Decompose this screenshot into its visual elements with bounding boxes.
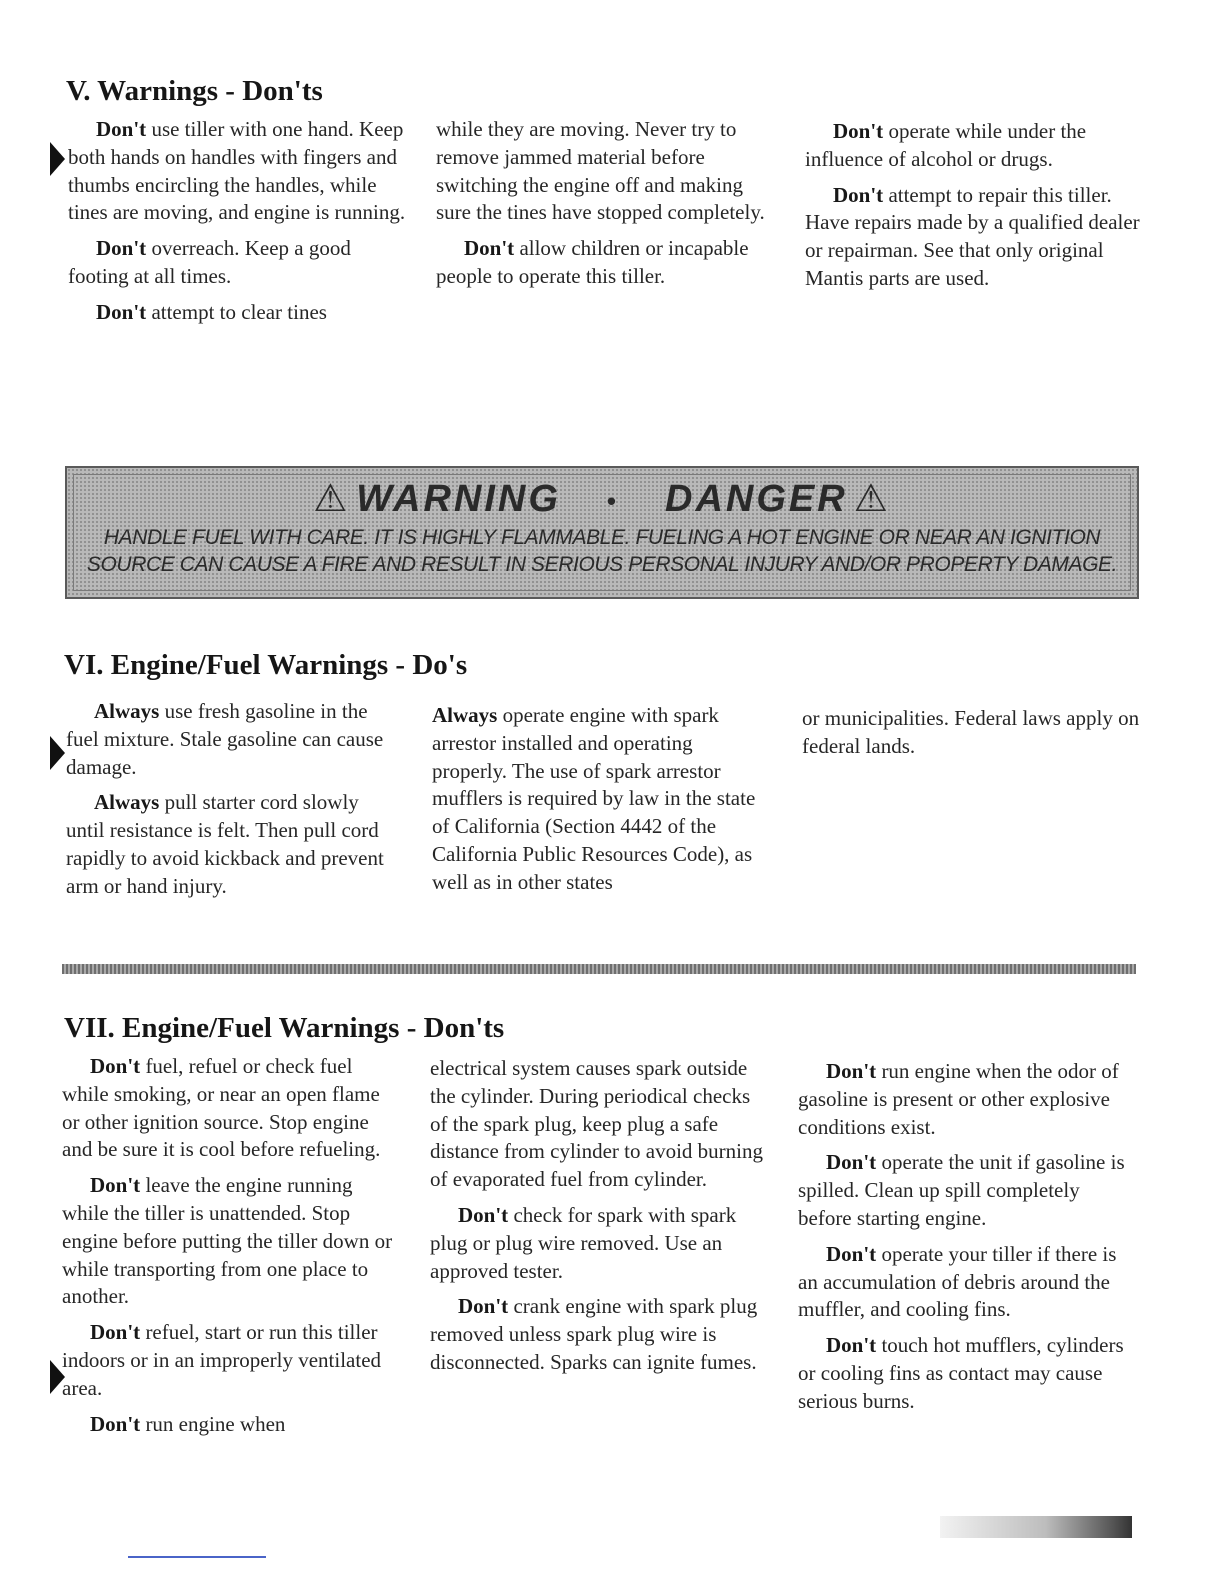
paragraph: Always use fresh gasoline in the fuel mixture. Stale gasoline can cause damage.: [66, 699, 384, 779]
section-vi-column-3: [802, 705, 1142, 769]
section-vii-column-3: [798, 1058, 1138, 1424]
paragraph: Don't use tiller with one hand. Keep both hands on handles with fingers and thumbs encircling the handles, while tines are moving, and engine is running.: [68, 117, 406, 225]
paragraph: Don't run engine when the odor of gasoline is present or other explosive conditions exist.: [798, 1059, 1119, 1139]
paragraph: Don't overreach. Keep a good footing at all times.: [68, 236, 351, 288]
section-vi-column-2: [432, 702, 772, 905]
paragraph: Always operate engine with spark arrestor installed and operating properly. The use of spark arrestor mufflers is required by law in the state of California (Section 4442 of the California Public Resources Code), as well as in other states: [432, 703, 756, 894]
warning-triangle-icon: ⚠: [313, 478, 351, 520]
banner-border: [73, 474, 1131, 591]
paragraph: electrical system causes spark outside the cylinder. During periodical checks of the spark plug, keep plug a safe distance from cylinder to avoid burning of evaporated fuel from cylinder.: [430, 1056, 763, 1192]
punch-hole-mark: [50, 142, 65, 176]
banner-message-line-2: SOURCE CAN CAUSE A FIRE AND RESULT IN SERIOUS PERSONAL INJURY AND/OR PROPERTY DAMAGE.: [86, 552, 1118, 576]
banner-warning-label: WARNING: [356, 478, 561, 520]
paragraph: Don't touch hot mufflers, cylinders or cooling fins as contact may cause serious burns.: [798, 1333, 1124, 1413]
banner-separator: •: [606, 485, 620, 516]
punch-hole-mark: [50, 736, 65, 770]
section-v-column-3: [805, 118, 1145, 301]
section-v-column-2: [436, 116, 776, 299]
section-v-column-1: [68, 116, 408, 335]
section-vi-title: VI. Engine/Fuel Warnings - Do's: [64, 649, 468, 681]
paragraph: Don't refuel, start or run this tiller indoors or in an improperly ventilated area.: [62, 1320, 382, 1400]
paragraph: Don't operate while under the influence of alcohol or drugs.: [805, 119, 1087, 171]
footer-line: [128, 1556, 266, 1558]
paragraph: Don't crank engine with spark plug removed unless spark plug wire is disconnected. Sparks can ignite fumes.: [430, 1294, 758, 1374]
paragraph: Always pull starter cord slowly until resistance is felt. Then pull cord rapidly to avoid kickback and prevent arm or hand injury.: [66, 790, 384, 898]
section-divider: [62, 964, 1136, 974]
paragraph: Don't run engine when: [90, 1411, 286, 1436]
paragraph: Don't check for spark with spark plug or plug wire removed. Use an approved tester.: [430, 1202, 737, 1283]
paragraph: Don't allow children or incapable people to operate this tiller.: [436, 236, 749, 288]
section-vii-column-2: [430, 1055, 770, 1385]
section-v-title: V. Warnings - Don'ts: [66, 75, 323, 107]
banner-message-line-1: HANDLE FUEL WITH CARE. IT IS HIGHLY FLAMMABLE. FUELING A HOT ENGINE OR NEAR AN IGNITION: [103, 525, 1101, 549]
section-vii-title: VII. Engine/Fuel Warnings - Don'ts: [64, 1012, 505, 1044]
paragraph: while they are moving. Never try to remove jammed material before switching the engine off and making sure the tines have stopped completely.: [436, 117, 765, 225]
paragraph: Don't attempt to repair this tiller. Have repairs made by a qualified dealer or repairman. See that only original Mantis parts are used.: [805, 182, 1140, 290]
punch-hole-mark: [50, 1360, 65, 1394]
section-vii-column-1: [62, 1053, 402, 1446]
warning-danger-banner: [65, 466, 1139, 599]
paragraph: Don't attempt to clear tines: [96, 299, 327, 324]
paragraph: Don't fuel, refuel or check fuel while smoking, or near an open flame or other ignition source. Stop engine and be sure it is cool before refueling.: [62, 1054, 381, 1162]
section-vi-column-1: [66, 698, 396, 909]
paragraph: Don't leave the engine running while the tiller is unattended. Stop engine before putting the tiller down or while transporting from one place to another.: [62, 1173, 393, 1309]
warning-triangle-icon: ⚠: [853, 478, 891, 520]
paragraph: Don't operate the unit if gasoline is spilled. Clean up spill completely before starting engine.: [798, 1150, 1125, 1230]
page-edge-tab: [940, 1516, 1132, 1538]
paragraph: Don't operate your tiller if there is an accumulation of debris around the muffler, and cooling fins.: [798, 1241, 1117, 1322]
paragraph: or municipalities. Federal laws apply on federal lands.: [802, 706, 1140, 758]
banner-danger-label: DANGER: [665, 478, 848, 520]
